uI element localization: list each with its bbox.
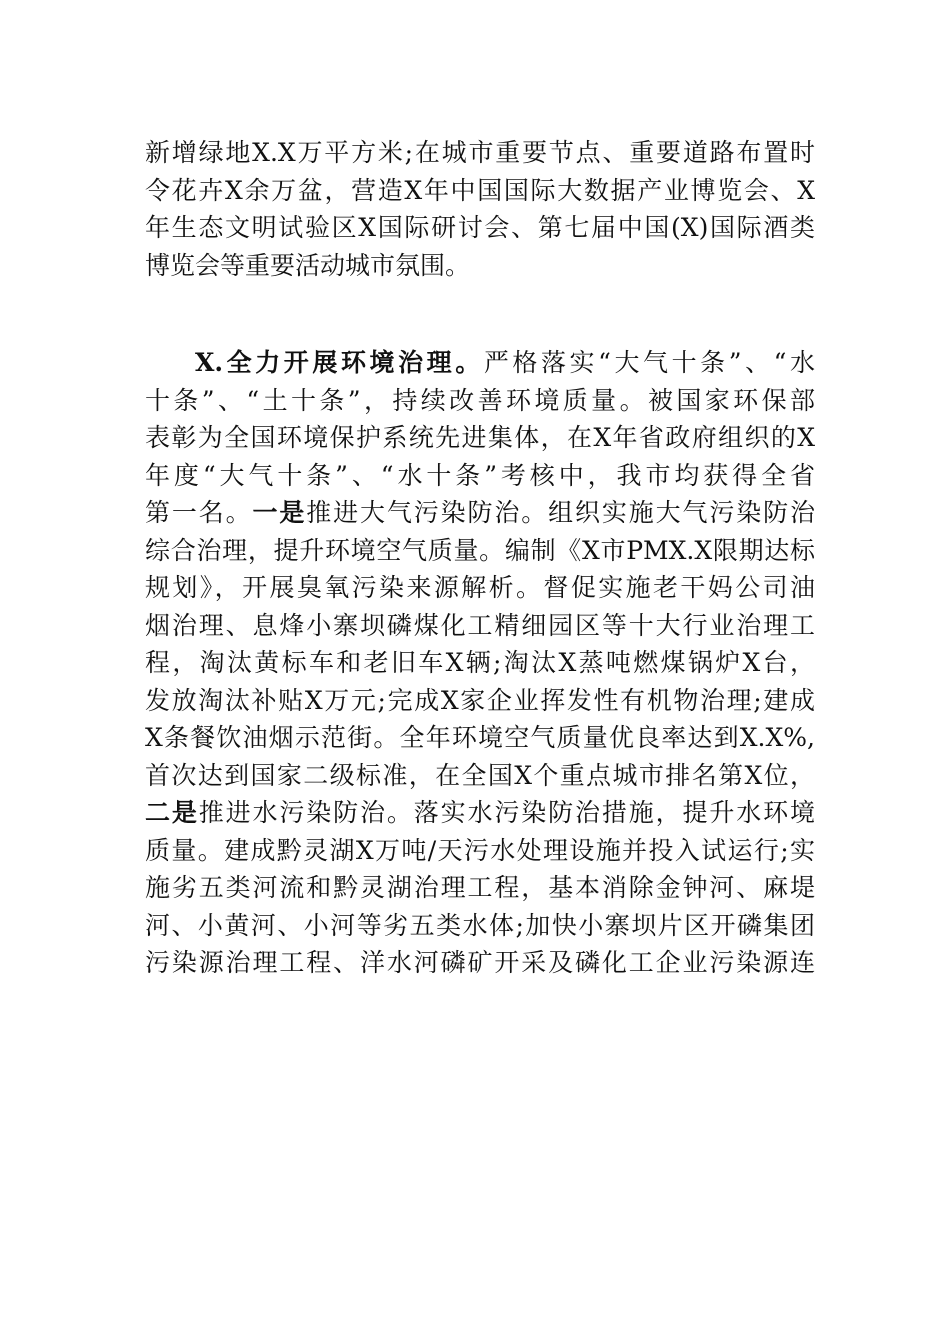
text-line: X条餐饮油烟示范街。全年环境空气质量优良率达到X.X%, (145, 723, 815, 752)
text-run: 推进大气污染防治。组织实施大气污染防治 (306, 498, 815, 527)
text-line: 规划》，开展臭氧污染来源解析。督促实施老干妈公司油 (145, 573, 815, 602)
text-line (145, 794, 815, 832)
text-line: 烟治理、息烽小寨坝磷煤化工精细园区等十大行业治理工 (145, 610, 815, 640)
text-line: 年生态文明试验区X国际研讨会、第七届中国(X)国际酒类 (145, 213, 815, 242)
paragraph-environment-governance (145, 344, 815, 982)
text-line: 程，淘汰黄标车和老旧车X辆;淘汰X蒸吨燃煤锅炉X台， (145, 648, 815, 677)
text-line: 河、小黄河、小河等劣五类水体;加快小寨坝片区开磷集团 (145, 910, 815, 940)
text-run: 严格落实“大气十条”、“水 (483, 348, 815, 377)
text-run: 第一名。 (145, 498, 253, 527)
text-line: 综合治理，提升环境空气质量。编制《X市PMX.X限期达标 (145, 535, 815, 565)
text-line: 令花卉X余万盆，营造X年中国国际大数据产业博览会、X (145, 175, 815, 205)
text-line: 首次达到国家二级标准，在全国X个重点城市排名第X位， (145, 760, 815, 790)
list-marker-first: 一是 (252, 498, 307, 527)
text-line: 十条”、“土十条”，持续改善环境质量。被国家环保部 (145, 385, 815, 415)
list-marker-second: 二是 (145, 798, 199, 827)
text-line: 发放淘汰补贴X万元;完成X家企业挥发性有机物治理;建成 (145, 685, 815, 715)
text-line: 污染源治理工程、洋水河磷矿开采及磷化工企业污染源连 (145, 948, 815, 977)
text-line: 施劣五类河流和黔灵湖治理工程，基本消除金钟河、麻堤 (145, 873, 815, 902)
paragraph-greening (145, 134, 815, 284)
text-line: 质量。建成黔灵湖X万吨/天污水处理设施并投入试运行;实 (145, 835, 815, 865)
text-line (145, 494, 815, 532)
text-line (145, 344, 815, 382)
text-line: 博览会等重要活动城市氛围。 (145, 250, 471, 280)
text-line: 年度“大气十条”、“水十条”考核中，我市均获得全省 (145, 460, 815, 490)
text-line: 表彰为全国环境保护系统先进集体，在X年省政府组织的X (145, 423, 815, 452)
text-line: 新增绿地X.X万平方米;在城市重要节点、重要道路布置时 (145, 138, 815, 167)
text-run: 推进水污染防治。落实水污染防治措施，提升水环境 (198, 798, 815, 827)
section-heading: X.全力开展环境治理。 (195, 348, 484, 377)
